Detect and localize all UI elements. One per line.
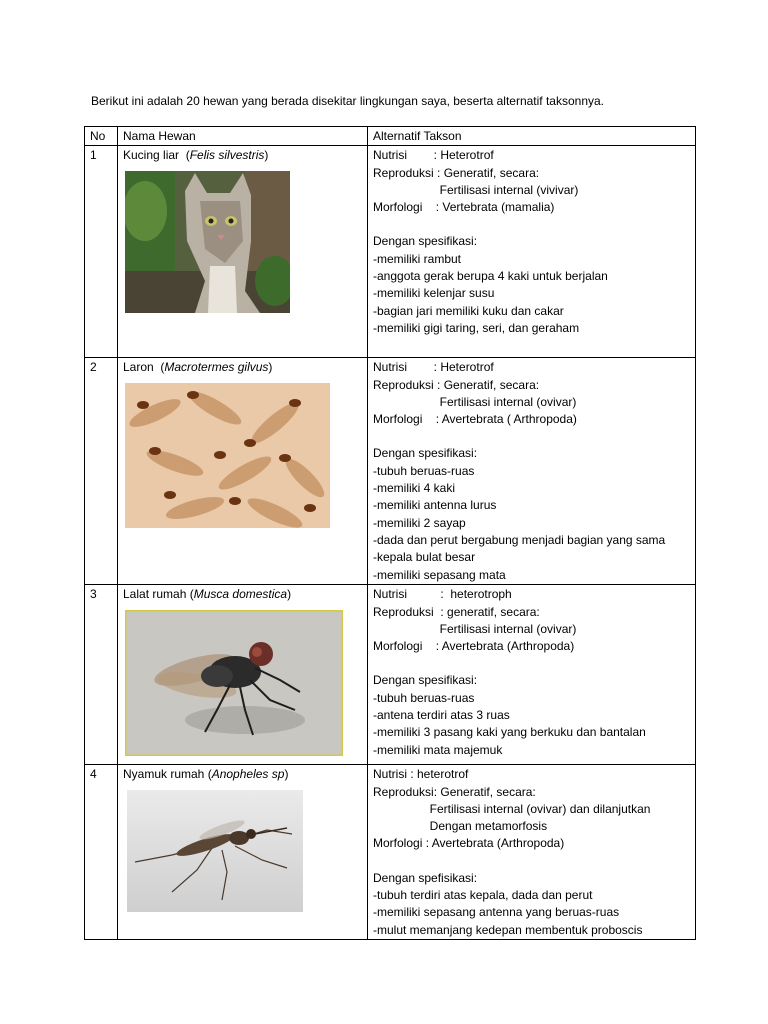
taxon-table [84,126,696,940]
spec-item: -memiliki 2 sayap [373,515,466,530]
spec-item: -tubuh terdiri atas kepala, dada dan perut [373,888,593,903]
table-row [85,358,696,585]
latin-name: Macrotermes gilvus [164,360,269,375]
spec-item: -dada dan perut bergabung menjadi bagian yang sama [373,532,666,547]
taxon-line: Fertilisasi internal (ovivar) dan dilanjutkan [373,801,651,816]
header-taxon: Alternatif Takson [368,127,696,146]
spec-item: -memiliki sepasang mata [373,567,506,582]
taxon-line: Morfologi : Vertebrata (mamalia) [373,200,555,215]
table-row [85,146,696,358]
housefly-photo [125,610,343,756]
spec-title: Dengan spefisikasi: [373,870,478,885]
taxon-cell [368,358,696,585]
spec-item: -kepala bulat besar [373,550,476,565]
spec-title: Dengan spesifikasi: [373,234,478,249]
spec-item: -antena terdiri atas 3 ruas [373,708,510,723]
spec-item: -anggota gerak berupa 4 kaki untuk berjalan [373,269,608,284]
latin-name: Anopheles sp [211,767,285,782]
spec-item: -memiliki gigi taring, seri, dan geraham [373,320,580,335]
spec-item: -memiliki rambut [373,251,462,266]
taxon-line: Reproduksi : Generatif, secara: [373,165,540,180]
taxon-line: Nutrisi : Heterotrof [373,360,494,375]
cat-photo [125,171,290,313]
taxon-line: Nutrisi : heterotroph [373,587,512,602]
table-row [85,765,696,940]
taxon-cell [368,765,696,940]
spec-item: -memiliki kelenjar susu [373,286,495,301]
spec-item: -memiliki antenna lurus [373,498,497,513]
taxon-line: Fertilisasi internal (ovivar) [373,621,577,636]
animal-cell [118,146,368,358]
termite-photo [125,383,330,528]
row-number: 3 [85,585,118,765]
row-number: 4 [85,765,118,940]
intro-text: Berikut ini adalah 20 hewan yang berada disekitar lingkungan saya, beserta alternatif taksonnya. [91,94,604,108]
table-row [85,585,696,765]
header-name: Nama Hewan [118,127,368,146]
taxon-line: Morfologi : Avertebrata (Arthropoda) [373,639,575,654]
animal-name: Lalat rumah (Musca domestica) [123,587,292,602]
animal-name: Nyamuk rumah (Anopheles sp) [123,767,289,782]
taxon-line: Reproduksi: Generatif, secara: [373,784,536,799]
taxon-line: Nutrisi : Heterotrof [373,148,494,163]
latin-name: Musca domestica [193,587,288,602]
table-header-row [85,127,696,146]
animal-cell [118,358,368,585]
row-number: 2 [85,358,118,585]
spec-title: Dengan spesifikasi: [373,673,478,688]
taxon-line: Morfologi : Avertebrata (Arthropoda) [373,836,565,851]
animal-cell [118,585,368,765]
taxon-line: Fertilisasi internal (vivivar) [373,182,579,197]
taxon-line: Nutrisi : heterotrof [373,767,469,782]
spec-item: -memiliki 4 kaki [373,481,456,496]
spec-item: -mulut memanjang kedepan membentuk proboscis [373,922,643,937]
latin-name: Felis silvestris [189,148,265,163]
mosquito-photo [127,790,303,912]
row-number: 1 [85,146,118,358]
spec-item: -tubuh beruas-ruas [373,690,475,705]
taxon-line: Reproduksi : Generatif, secara: [373,377,540,392]
spec-item: -tubuh beruas-ruas [373,463,475,478]
animal-name: Laron (Macrotermes gilvus) [123,360,273,375]
spec-item: -memiliki 3 pasang kaki yang berkuku dan bantalan [373,725,646,740]
spec-item: -bagian jari memiliki kuku dan cakar [373,303,564,318]
taxon-line: Dengan metamorfosis [373,819,548,834]
header-no: No [85,127,118,146]
taxon-cell [368,585,696,765]
taxon-line: Reproduksi : generatif, secara: [373,604,540,619]
spec-item: -memiliki sepasang antenna yang beruas-ruas [373,905,620,920]
spec-title: Dengan spesifikasi: [373,446,478,461]
animal-name: Kucing liar (Felis silvestris) [123,148,269,163]
taxon-line: Morfologi : Avertebrata ( Arthropoda) [373,412,577,427]
taxon-cell [368,146,696,358]
animal-cell [118,765,368,940]
spec-item: -memiliki mata majemuk [373,742,503,757]
taxon-line: Fertilisasi internal (ovivar) [373,394,577,409]
